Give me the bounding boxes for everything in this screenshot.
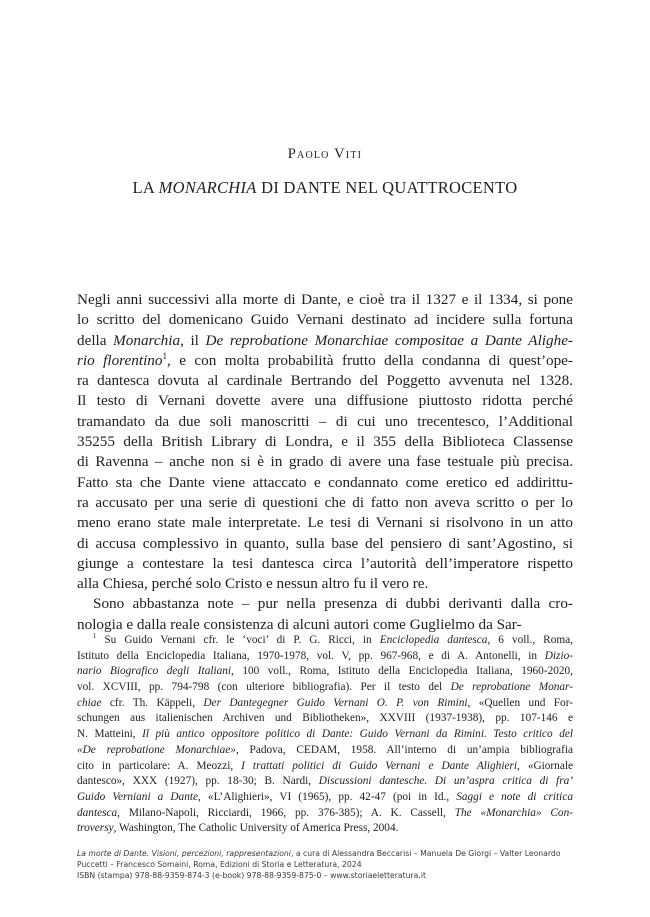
body-text bbox=[77, 290, 573, 635]
text-segment: dantesca bbox=[77, 806, 118, 819]
text-segment: Saggi e note di critica bbox=[456, 790, 573, 803]
body-line bbox=[77, 391, 573, 411]
text-segment: Fatto sta che Dante viene attaccato e condannato come eretico ed addirittu- bbox=[77, 473, 573, 491]
text-segment: cito in particolare: A. Meozzi, bbox=[77, 759, 242, 772]
body-line bbox=[77, 331, 573, 351]
text-segment: dantesco», XXX (1927), pp. 18-30; B. Nardi, bbox=[77, 775, 319, 788]
text-segment: ISBN (stampa) 978-88-9359-874-3 (e-book) 978-88-9359-875-0 – www.storiaeletteratura.it bbox=[77, 871, 426, 880]
text-segment: , Washington, The Catholic University of America Press, 2004. bbox=[113, 822, 399, 835]
text-segment: ra dantesca dovuta al cardinale Bertrando del Poggetto avvenuta nel 1328. bbox=[77, 372, 573, 390]
text-segment: De reprobatione Monarchiae compositae a Dante Alighe- bbox=[205, 331, 573, 349]
footnote-line bbox=[77, 633, 573, 649]
text-segment: troversy bbox=[77, 822, 114, 835]
body-line bbox=[77, 412, 573, 432]
body-line bbox=[77, 534, 573, 554]
footnote bbox=[77, 633, 573, 837]
text-segment: , 6 voll., Roma, bbox=[487, 634, 573, 646]
body-line bbox=[77, 351, 573, 371]
text-segment: 35255 della British Library di Londra, e il 355 della Biblioteca Classense bbox=[77, 433, 573, 451]
footnote-line bbox=[77, 696, 573, 712]
credits-line bbox=[77, 848, 577, 859]
text-segment: di accusa complessivo in quanto, sulla base del pensiero di sant’Agostino, si bbox=[77, 534, 573, 552]
text-segment: nario Biografico degli Italiani bbox=[77, 665, 232, 678]
footnote-marker: 1 bbox=[93, 633, 97, 641]
text-segment: di Ravenna – anche non si è in grado di avere una fase testuale più precisa. bbox=[77, 453, 573, 471]
text-segment: Sono abbastanza note – pur nella presenza di dubbi derivanti dalla cro- bbox=[93, 595, 573, 613]
text-segment: , 100 voll., Roma, Istituto della Enciclopedia Italiana, 1960-2020, bbox=[231, 665, 573, 678]
credits-line bbox=[77, 859, 577, 870]
text-segment: ra accusato per una serie di questioni che di fatto non aveva scritto o per lo bbox=[77, 493, 573, 511]
title-part-2: MONARCHIA bbox=[158, 178, 257, 197]
text-segment: vol. XCVIII, pp. 794-798 (con ulteriore bibliografia). Per il testo del bbox=[77, 681, 451, 694]
body-line bbox=[77, 432, 573, 452]
footnote-line bbox=[77, 727, 573, 743]
text-segment: De reprobatione Monar- bbox=[450, 681, 573, 694]
text-segment: Enciclopedia dantesca bbox=[379, 634, 488, 646]
text-segment: giunge a contestare la tesi dantesca circa l’autorità dell’imperatore rispetto bbox=[77, 554, 573, 572]
footnote-line bbox=[77, 774, 573, 790]
footnote-marker: 1 bbox=[162, 350, 168, 361]
text-segment: , Milano-Napoli, Ricciardi, 1966, pp. 376-385); A. K. Cassell, bbox=[117, 806, 455, 819]
text-segment: lo scritto del domenicano Guido Vernani destinato ad incidere sulla fortuna bbox=[77, 311, 573, 329]
text-segment: , «Quellen und For- bbox=[467, 696, 573, 709]
text-segment: , «L’Alighieri», VI (1965), pp. 42-47 (poi in Id., bbox=[198, 790, 457, 803]
text-segment: «De reprobatione Monarchiae» bbox=[77, 743, 236, 756]
body-line bbox=[77, 554, 573, 574]
body-line bbox=[77, 574, 573, 594]
text-segment: nologia e dalla reale consistenza di alcuni autori come Guglielmo da Sar- bbox=[77, 615, 522, 633]
body-line bbox=[77, 310, 573, 330]
footnote-line bbox=[77, 711, 573, 727]
body-line bbox=[77, 493, 573, 513]
text-segment: Discussioni dantesche. Di un’aspra critica di fra’ bbox=[318, 775, 573, 788]
text-segment: meno erano state male interpretate. Le tesi di Vernani si risolvono in un atto bbox=[77, 514, 573, 532]
footnote-line bbox=[77, 664, 573, 680]
text-segment: I trattati politici di Guido Vernani e Dante Alighieri bbox=[241, 759, 518, 772]
body-line bbox=[77, 513, 573, 533]
footnote-line bbox=[77, 759, 573, 775]
footnote-line bbox=[77, 680, 573, 696]
body-line bbox=[77, 473, 573, 493]
text-segment: cfr. Th. Käppeli, bbox=[101, 696, 204, 709]
footnote-line bbox=[77, 790, 573, 806]
text-segment: Istituto della Enciclopedia Italiana, 1970-1978, vol. V, pp. 967-968, e di A. Antonelli, in bbox=[77, 649, 545, 662]
body-line bbox=[77, 452, 573, 472]
text-segment: Puccetti – Francesco Somaini, Roma, Edizioni di Storia e Letteratura, 2024 bbox=[77, 860, 362, 869]
footnote-line bbox=[77, 649, 573, 665]
credits-line bbox=[77, 870, 577, 881]
text-segment: N. Matteini, bbox=[77, 728, 143, 741]
text-segment: alla Chiesa, perché solo Cristo e nessun altro fu il vero re. bbox=[77, 575, 429, 593]
text-segment: , a cura di Alessandra Beccarisi – Manuela De Giorgi – Valter Leonardo bbox=[290, 849, 561, 858]
text-segment: , Padova, CEDAM, 1958. All’interno di un’ampia bibliografia bbox=[235, 743, 573, 756]
text-segment: Guido Verniani a Dante bbox=[77, 790, 199, 803]
text-segment: Su Guido Vernani cfr. le ‘voci’ di P. G. Ricci, in bbox=[96, 634, 380, 646]
body-line bbox=[77, 371, 573, 391]
text-segment: The «Monarchia» Con- bbox=[454, 806, 573, 819]
title-part-1: LA bbox=[132, 178, 159, 197]
text-segment: , e con molta probabilità frutto della condanna di quest’ope- bbox=[167, 351, 573, 369]
text-segment: Negli anni successivi alla morte di Dante, e cioè tra il 1327 e il 1334, si pone bbox=[77, 291, 573, 308]
text-segment: , «Giornale bbox=[517, 759, 573, 772]
text-segment: Il più antico oppositore politico di Dante: Guido Vernani da Rimini. Testo critico del bbox=[142, 728, 573, 741]
title-part-3: DI DANTE NEL QUATTROCENTO bbox=[256, 178, 518, 197]
chapter-title bbox=[0, 178, 650, 198]
text-segment: Il testo di Vernani dovette avere una diffusione piuttosto ridotta perché bbox=[77, 392, 573, 410]
text-segment: Dizio- bbox=[544, 649, 573, 662]
text-segment: della bbox=[77, 331, 114, 349]
text-segment: La morte di Dante. Visioni, percezioni, rappresentazioni bbox=[77, 849, 291, 858]
text-segment: Der Dantegegner Guido Vernani O. P. von Rimini bbox=[203, 696, 468, 709]
body-line bbox=[77, 594, 573, 614]
author-name: Paolo Viti bbox=[287, 146, 363, 162]
footnote-line bbox=[77, 821, 573, 837]
text-segment: rio florentino bbox=[77, 351, 163, 369]
text-segment: Monarchia bbox=[113, 331, 181, 349]
text-segment: , il bbox=[180, 331, 206, 349]
footnote-line bbox=[77, 743, 573, 759]
footnote-line bbox=[77, 806, 573, 822]
body-line bbox=[77, 290, 573, 310]
text-segment: schungen aus italienischen Archiven und Bibliotheken», XXVIII (1937-1938), pp. 107-146 e bbox=[77, 712, 573, 725]
text-segment: tramandato da due soli manoscritti – di cui uno trecentesco, l’Additional bbox=[77, 412, 573, 430]
publication-credits bbox=[77, 848, 577, 881]
text-segment: chiae bbox=[77, 696, 102, 709]
body-line bbox=[77, 615, 573, 635]
